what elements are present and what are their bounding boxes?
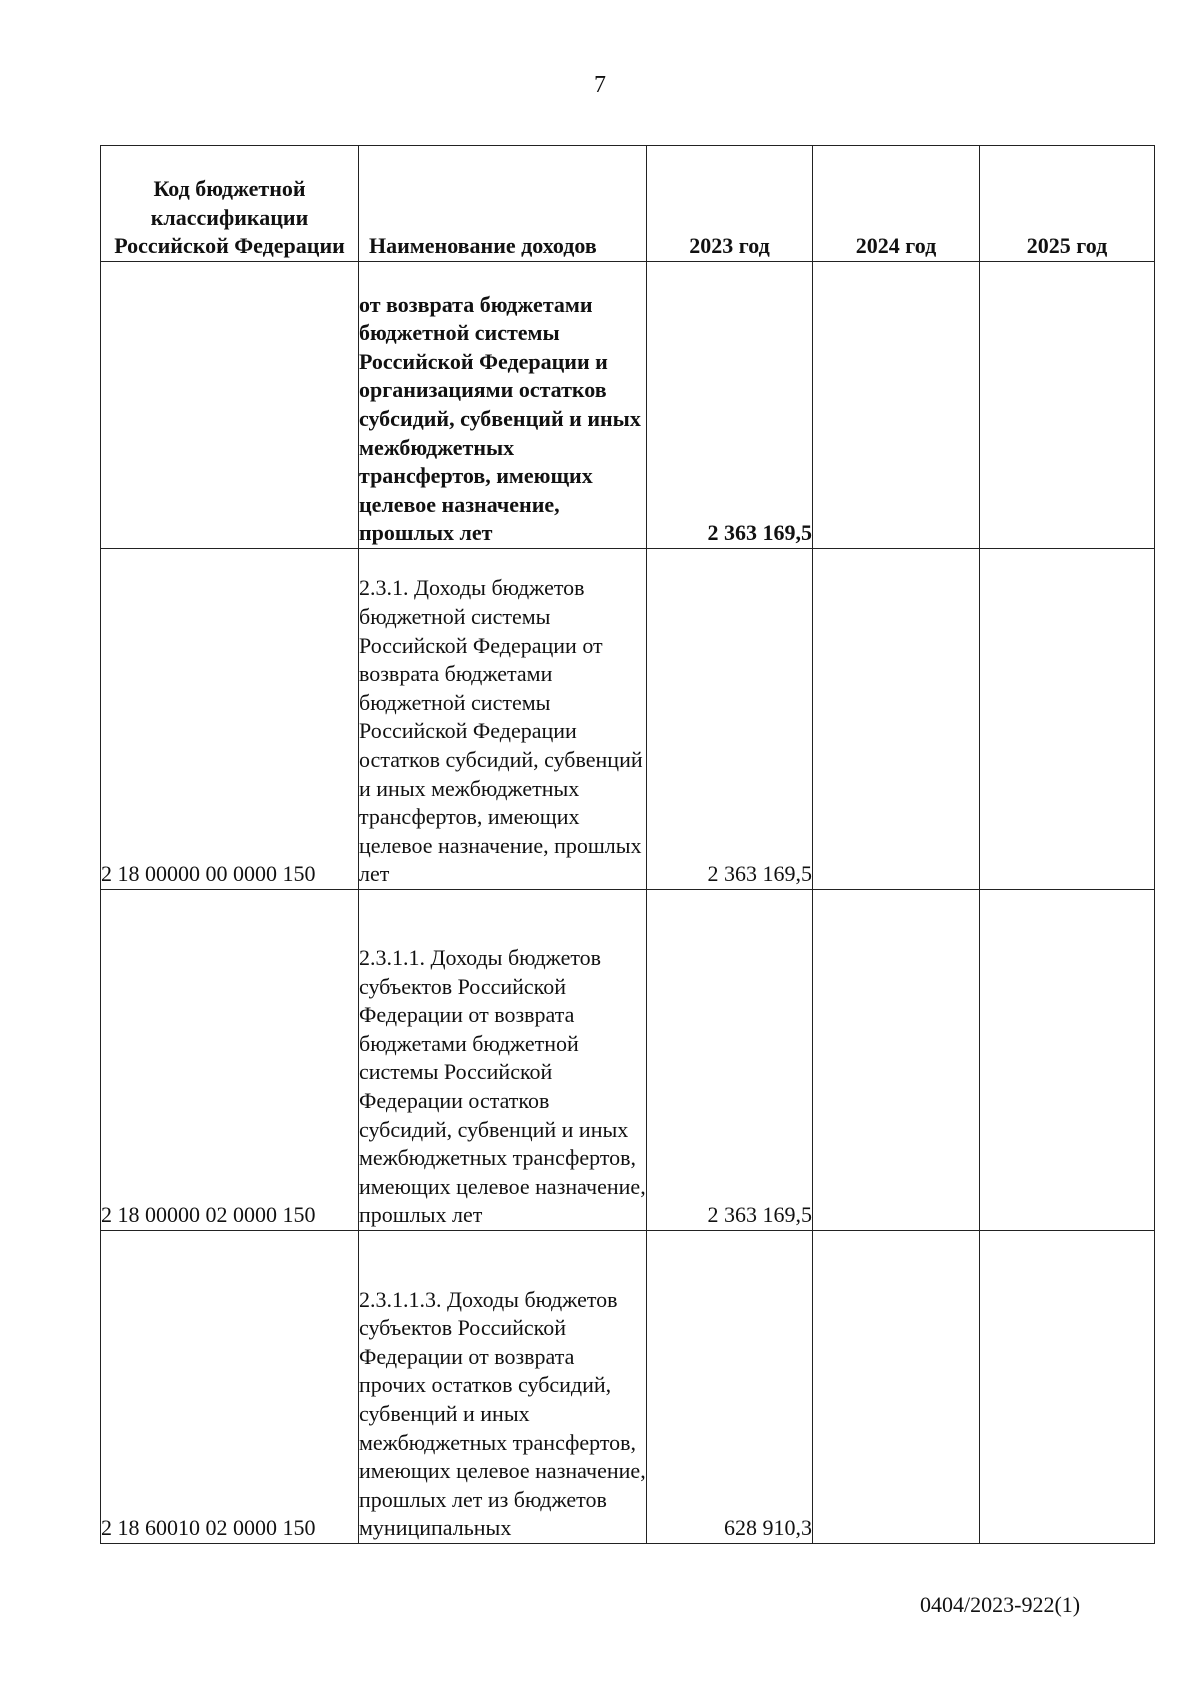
table-row xyxy=(101,890,1155,1231)
cell-2024 xyxy=(813,890,980,1231)
document-id: 0404/2023-922(1) xyxy=(920,1592,1081,1617)
header-2025: 2025 год xyxy=(980,146,1155,262)
cell-name: 2.3.1.1. Доходы бюджетов субъектов Российской Федерации от возврата бюджетами бюджетной системы Российской Федерации остатков субсидий, субвенций и иных межбюджетных трансфертов, имеющих целевое назначение, прошлых лет xyxy=(359,890,647,1231)
cell-2025 xyxy=(980,1231,1155,1544)
cell-name: 2.3.1. Доходы бюджетов бюджетной системы Российской Федерации от возврата бюджетами бюджетной системы Российской Федерации остатков субсидий, субвенций и иных межбюджетных трансфертов, имеющих целевое назначение, прошлых лет xyxy=(359,549,647,890)
cell-2024 xyxy=(813,549,980,890)
table-row xyxy=(101,1231,1155,1544)
cell-2024 xyxy=(813,262,980,549)
cell-2023: 2 363 169,5 xyxy=(647,890,813,1231)
cell-name: от возврата бюджетами бюджетной системы Российской Федерации и организациями остатков субсидий, субвенций и иных межбюджетных трансфертов, имеющих целевое назначение, прошлых лет xyxy=(359,262,647,549)
header-name: Наименование доходов xyxy=(359,146,647,262)
header-2024: 2024 год xyxy=(813,146,980,262)
income-table xyxy=(100,145,1155,1544)
cell-code: 2 18 60010 02 0000 150 xyxy=(101,1231,359,1544)
cell-2025 xyxy=(980,262,1155,549)
table-row xyxy=(101,549,1155,890)
cell-name: 2.3.1.1.3. Доходы бюджетов субъектов Российской Федерации от возврата прочих остатков субсидий, субвенций и иных межбюджетных трансфертов, имеющих целевое назначение, прошлых лет из бюджетов муниципальных xyxy=(359,1231,647,1544)
page-number: 7 xyxy=(594,72,606,98)
cell-code: 2 18 00000 00 0000 150 xyxy=(101,549,359,890)
cell-code: 2 18 00000 02 0000 150 xyxy=(101,890,359,1231)
cell-2025 xyxy=(980,549,1155,890)
table-header-row xyxy=(101,146,1155,262)
cell-2023: 2 363 169,5 xyxy=(647,262,813,549)
cell-code xyxy=(101,262,359,549)
cell-2025 xyxy=(980,890,1155,1231)
cell-2024 xyxy=(813,1231,980,1544)
table-row xyxy=(101,262,1155,549)
cell-2023: 628 910,3 xyxy=(647,1231,813,1544)
header-2023: 2023 год xyxy=(647,146,813,262)
header-code: Код бюджетной классификации Российской Федерации xyxy=(101,146,359,262)
cell-2023: 2 363 169,5 xyxy=(647,549,813,890)
